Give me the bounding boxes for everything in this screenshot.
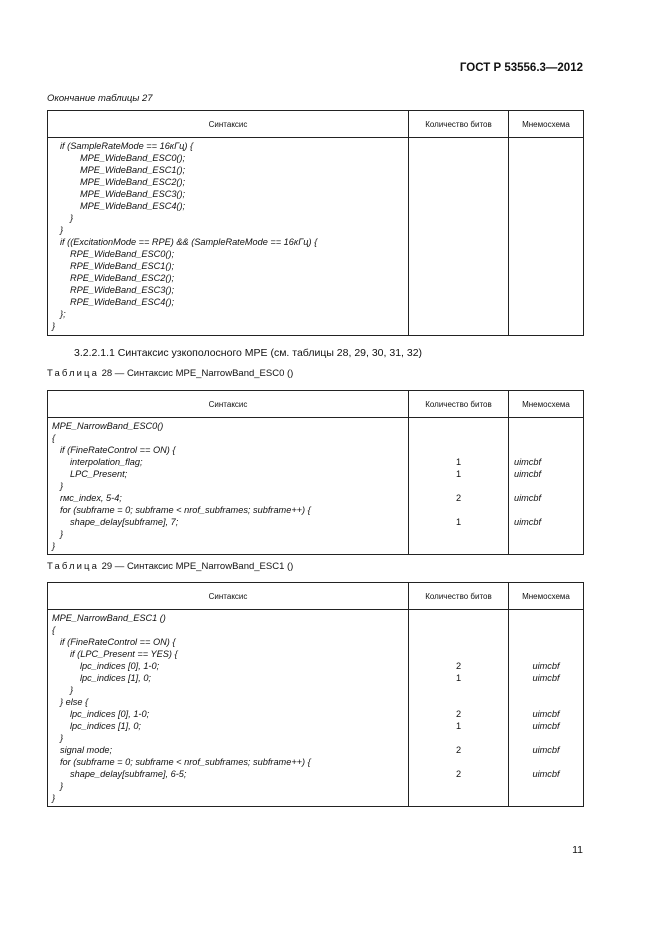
code-line: interpolation_flag; <box>70 457 143 467</box>
bits-value: 2 <box>455 745 462 755</box>
column-header-mnemonic: Мнемосхема <box>509 391 584 418</box>
mnemonic-value: uimcbf <box>532 769 560 779</box>
code-line: if (SampleRateMode == 16кГц) { <box>60 141 194 151</box>
code-line: MPE_WideBand_ESC4(); <box>80 201 186 211</box>
bits-value <box>409 444 508 456</box>
mnemonic-value: uimcbf <box>514 457 542 467</box>
code-line: }; <box>60 309 66 319</box>
code-line: for (subframe = 0; subframe < nrof_subframes; subframe++) { <box>60 757 311 767</box>
mnemonic-cell <box>509 418 584 555</box>
mnemonic-value <box>514 420 583 432</box>
column-header-syntax: Синтаксис <box>48 391 409 418</box>
table-29-caption: Таблица 29 — Синтаксис MPE_NarrowBand_ESC1 () <box>47 561 294 572</box>
bits-value: 1 <box>455 517 462 527</box>
code-line: RPE_WideBand_ESC4(); <box>70 297 175 307</box>
code-line: } <box>60 481 64 491</box>
page-number: 11 <box>572 844 583 856</box>
code-line: MPE_WideBand_ESC2(); <box>80 177 186 187</box>
mnemonic-value <box>514 540 583 552</box>
code-line: lpc_indices [0], 1-0; <box>70 709 150 719</box>
mnemonic-value <box>509 696 583 708</box>
code-line: RPE_WideBand_ESC0(); <box>70 249 175 259</box>
table-29 <box>47 582 584 807</box>
bits-value <box>409 432 508 444</box>
column-header-mnemonic: Мнемосхема <box>509 111 584 138</box>
bits-value <box>409 636 508 648</box>
code-line: } <box>52 793 56 803</box>
code-line: { <box>52 625 56 635</box>
bits-value <box>409 624 508 636</box>
mnemonic-value <box>509 684 583 696</box>
mnemonic-value <box>509 636 583 648</box>
table-28 <box>47 390 584 555</box>
bits-cell <box>409 610 509 807</box>
column-header-mnemonic: Мнемосхема <box>509 583 584 610</box>
column-header-syntax: Синтаксис <box>48 111 409 138</box>
code-line: MPE_WideBand_ESC3(); <box>80 189 186 199</box>
code-line: RPE_WideBand_ESC1(); <box>70 261 175 271</box>
code-line: LPC_Present; <box>70 469 128 479</box>
bits-value <box>409 480 508 492</box>
mnemonic-value <box>509 792 583 804</box>
mnemonic-value <box>509 624 583 636</box>
column-header-bits: Количество битов <box>409 391 509 418</box>
table-28-caption: Таблица 28 — Синтаксис MPE_NarrowBand_ESC0 () <box>47 368 294 379</box>
bits-value <box>409 528 508 540</box>
code-line: shape_delay[subframe], 6-5; <box>70 769 187 779</box>
mnemonic-value <box>509 648 583 660</box>
code-line: } <box>70 685 74 695</box>
mnemonic-value <box>509 732 583 744</box>
mnemonic-value: uimcbf <box>532 661 560 671</box>
bits-value <box>409 732 508 744</box>
bits-value: 2 <box>455 661 462 671</box>
bits-value: 1 <box>455 469 462 479</box>
mnemonic-value <box>514 504 583 516</box>
mnemonic-value <box>514 480 583 492</box>
code-line: lpc_indices [1], 0; <box>80 673 151 683</box>
code-line: } <box>60 529 64 539</box>
mnemonic-value: uimcbf <box>514 469 542 479</box>
code-line: MPE_NarrowBand_ESC1 () <box>52 613 166 623</box>
table-27-caption: Окончание таблицы 27 <box>47 93 153 104</box>
column-header-bits: Количество битов <box>409 111 509 138</box>
bits-value: 2 <box>455 769 462 779</box>
mnemonic-value <box>509 612 583 624</box>
bits-value <box>409 792 508 804</box>
bits-value: 1 <box>455 457 462 467</box>
mnemonic-value: uimcbf <box>532 721 560 731</box>
bits-value: 2 <box>455 709 462 719</box>
bits-value: 2 <box>455 493 462 503</box>
code-line: } <box>52 541 56 551</box>
code-line: lpc_indices [1], 0; <box>70 721 141 731</box>
bits-value <box>409 648 508 660</box>
bits-value: 1 <box>455 673 462 683</box>
mnemonic-value: uimcbf <box>532 673 560 683</box>
mnemonic-cell <box>509 610 584 807</box>
code-line: rмс_index, 5-4; <box>60 493 122 503</box>
mnemonic-value: uimcbf <box>532 709 560 719</box>
bits-value <box>409 696 508 708</box>
code-line: MPE_WideBand_ESC1(); <box>80 165 186 175</box>
bits-value: 1 <box>455 721 462 731</box>
code-line: } <box>70 213 74 223</box>
bits-value <box>409 612 508 624</box>
column-header-syntax: Синтаксис <box>48 583 409 610</box>
code-line: if (LPC_Present == YES) { <box>70 649 178 659</box>
code-line: } <box>60 781 64 791</box>
bits-value <box>409 540 508 552</box>
standard-code: ГОСТ Р 53556.3—2012 <box>459 62 583 74</box>
code-line: RPE_WideBand_ESC2(); <box>70 273 175 283</box>
code-line: MPE_WideBand_ESC0(); <box>80 153 186 163</box>
mnemonic-value <box>514 528 583 540</box>
syntax-cell <box>48 418 409 555</box>
mnemonic-value <box>514 444 583 456</box>
mnemonic-value <box>509 756 583 768</box>
code-line: for (subframe = 0; subframe < nrof_subframes; subframe++) { <box>60 505 311 515</box>
code-line: MPE_NarrowBand_ESC0() <box>52 421 164 431</box>
mnemonic-value: uimcbf <box>514 493 542 503</box>
code-line: } <box>60 733 64 743</box>
code-line: RPE_WideBand_ESC3(); <box>70 285 175 295</box>
code-line: if (FineRateControl == ON) { <box>60 637 176 647</box>
code-line: if (FineRateControl == ON) { <box>60 445 176 455</box>
table-27 <box>47 110 584 336</box>
code-line: lpc_indices [0], 1-0; <box>80 661 160 671</box>
bits-value <box>409 684 508 696</box>
code-line: if ((ExcitationMode == RPE) && (SampleRateMode == 16кГц) { <box>60 237 318 247</box>
bits-value <box>409 420 508 432</box>
mnemonic-cell <box>509 138 584 336</box>
mnemonic-value <box>509 780 583 792</box>
bits-value <box>409 780 508 792</box>
bits-value <box>409 504 508 516</box>
code-line: { <box>52 433 56 443</box>
column-header-bits: Количество битов <box>409 583 509 610</box>
mnemonic-value: uimcbf <box>532 745 560 755</box>
section-heading: 3.2.2.1.1 Синтаксис узкополосного MPE (см. таблицы 28, 29, 30, 31, 32) <box>74 347 423 359</box>
code-line: shape_delay[subframe], 7; <box>70 517 179 527</box>
code-line: signal mode; <box>60 745 113 755</box>
bits-cell <box>409 138 509 336</box>
mnemonic-value: uimcbf <box>514 517 542 527</box>
mnemonic-value <box>514 432 583 444</box>
syntax-cell <box>48 138 409 336</box>
bits-value <box>409 756 508 768</box>
bits-cell <box>409 418 509 555</box>
code-line: } else { <box>60 697 89 707</box>
syntax-cell <box>48 610 409 807</box>
code-line: } <box>60 225 64 235</box>
code-line: } <box>52 321 56 331</box>
